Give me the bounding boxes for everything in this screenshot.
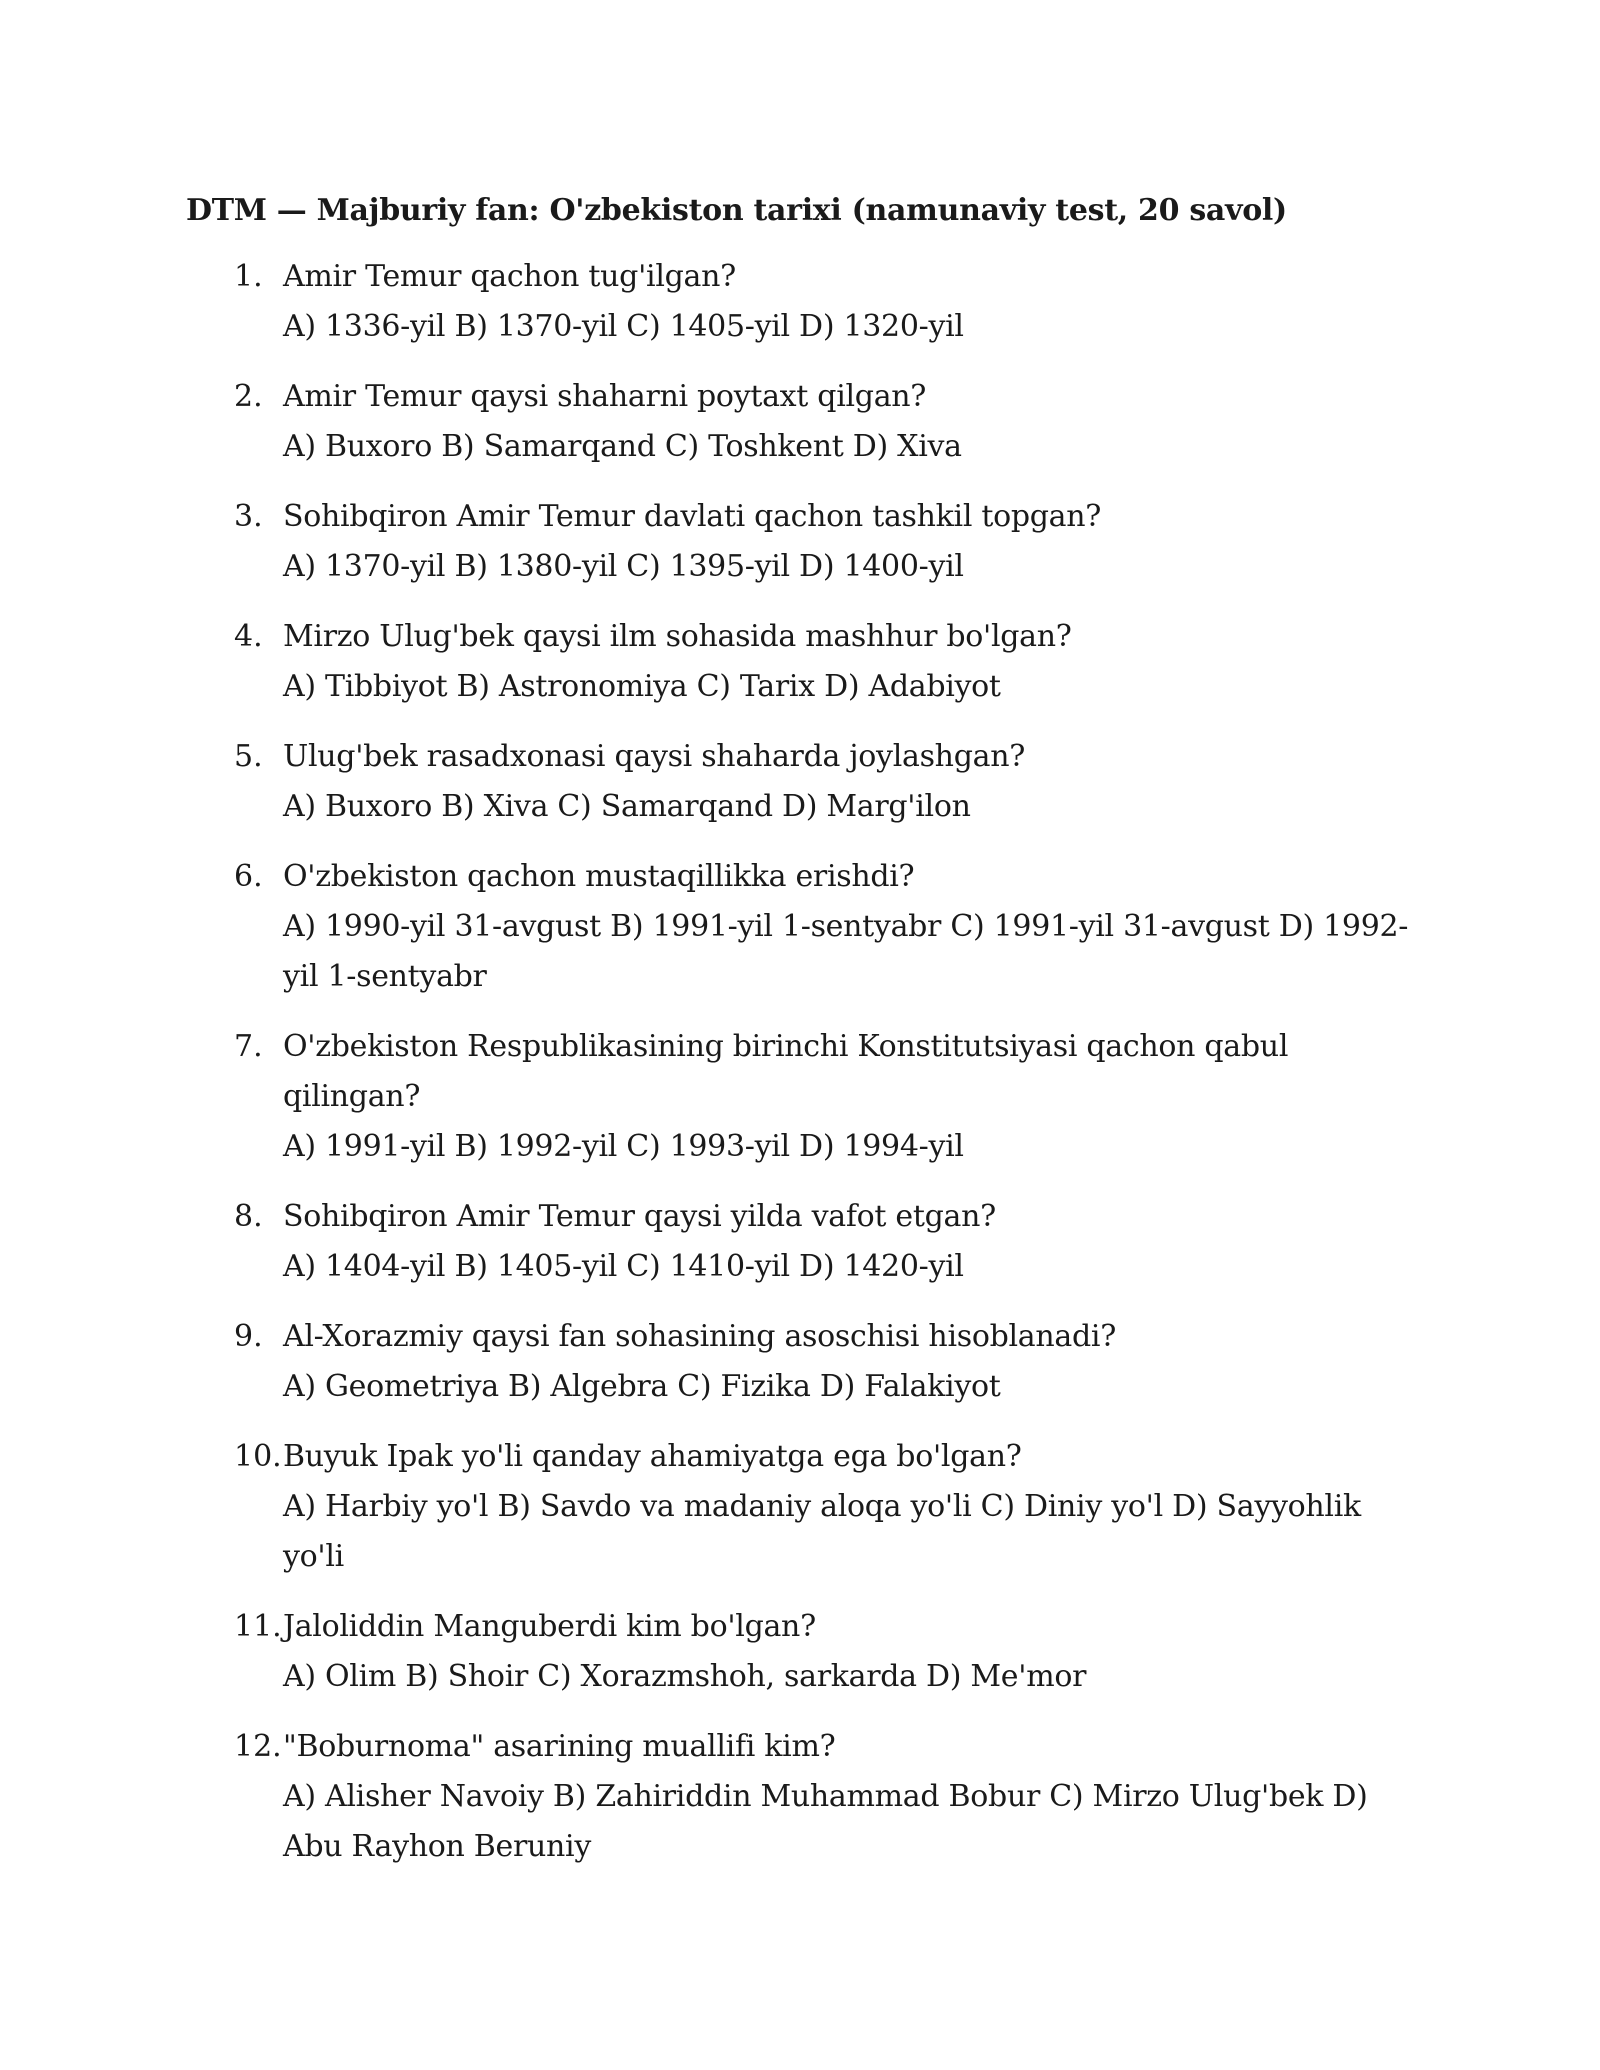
question-item (186, 492, 1426, 592)
question-item (186, 1432, 1426, 1582)
question-item (186, 852, 1426, 1002)
answer-options: A) Olim B) Shoir C) Xorazmshoh, sarkarda D) Me'mor (283, 1659, 1087, 1694)
question-text: Al-Xorazmiy qaysi fan sohasining asoschisi hisoblanadi? (283, 1319, 1116, 1354)
question-number: 11. (234, 1609, 282, 1644)
answer-options: A) 1991-yil B) 1992-yil C) 1993-yil D) 1994-yil (283, 1129, 964, 1164)
question-number: 4. (234, 619, 263, 654)
document-title: DTM — Majburiy fan: O'zbekiston tarixi (namunaviy test, 20 savol) (186, 193, 1287, 228)
question-number: 7. (234, 1029, 263, 1064)
question-item (186, 732, 1426, 832)
question-text: O'zbekiston Respublikasining birinchi Konstitutsiyasi qachon qabul qilingan? (283, 1029, 1289, 1114)
document-page (186, 186, 1426, 1892)
question-text: Amir Temur qachon tug'ilgan? (283, 259, 736, 294)
question-item (186, 372, 1426, 472)
answer-options: A) Geometriya B) Algebra C) Fizika D) Falakiyot (283, 1369, 1001, 1404)
question-text: Jaloliddin Manguberdi kim bo'lgan? (283, 1609, 816, 1644)
question-item (186, 1722, 1426, 1872)
question-text: Mirzo Ulug'bek qaysi ilm sohasida mashhur bo'lgan? (283, 619, 1072, 654)
answer-options: A) Harbiy yo'l B) Savdo va madaniy aloqa yo'li C) Diniy yo'l D) Sayyohlik yo'li (283, 1489, 1361, 1574)
question-text: Buyuk Ipak yo'li qanday ahamiyatga ega bo'lgan? (283, 1439, 1022, 1474)
question-text: Amir Temur qaysi shaharni poytaxt qilgan? (283, 379, 927, 414)
question-number: 3. (234, 499, 263, 534)
question-item (186, 252, 1426, 352)
answer-options: A) 1990-yil 31-avgust B) 1991-yil 1-sentyabr C) 1991-yil 31-avgust D) 1992-yil 1-sentyabr (283, 909, 1409, 994)
answer-options: A) 1370-yil B) 1380-yil C) 1395-yil D) 1400-yil (283, 549, 964, 584)
question-item (186, 1602, 1426, 1702)
question-text: Sohibqiron Amir Temur qaysi yilda vafot etgan? (283, 1199, 996, 1234)
question-text: O'zbekiston qachon mustaqillikka erishdi? (283, 859, 915, 894)
answer-options: A) Buxoro B) Xiva C) Samarqand D) Marg'ilon (283, 789, 971, 824)
question-number: 12. (234, 1729, 282, 1764)
question-text: "Boburnoma" asarining muallifi kim? (283, 1729, 836, 1764)
question-text: Ulug'bek rasadxonasi qaysi shaharda joylashgan? (283, 739, 1025, 774)
question-item (186, 1192, 1426, 1292)
answer-options: A) Buxoro B) Samarqand C) Toshkent D) Xiva (283, 429, 962, 464)
question-number: 9. (234, 1319, 263, 1354)
question-number: 5. (234, 739, 263, 774)
question-text: Sohibqiron Amir Temur davlati qachon tashkil topgan? (283, 499, 1102, 534)
question-number: 1. (234, 259, 263, 294)
question-item (186, 1022, 1426, 1172)
answer-options: A) Alisher Navoiy B) Zahiriddin Muhammad Bobur C) Mirzo Ulug'bek D) Abu Rayhon Beruniy (283, 1779, 1368, 1864)
question-item (186, 1312, 1426, 1412)
question-list (186, 252, 1426, 1872)
answer-options: A) Tibbiyot B) Astronomiya C) Tarix D) Adabiyot (283, 669, 1001, 704)
answer-options: A) 1336-yil B) 1370-yil C) 1405-yil D) 1320-yil (283, 309, 964, 344)
question-number: 10. (234, 1439, 282, 1474)
question-number: 6. (234, 859, 263, 894)
question-number: 8. (234, 1199, 263, 1234)
question-number: 2. (234, 379, 263, 414)
question-item (186, 612, 1426, 712)
answer-options: A) 1404-yil B) 1405-yil C) 1410-yil D) 1420-yil (283, 1249, 964, 1284)
